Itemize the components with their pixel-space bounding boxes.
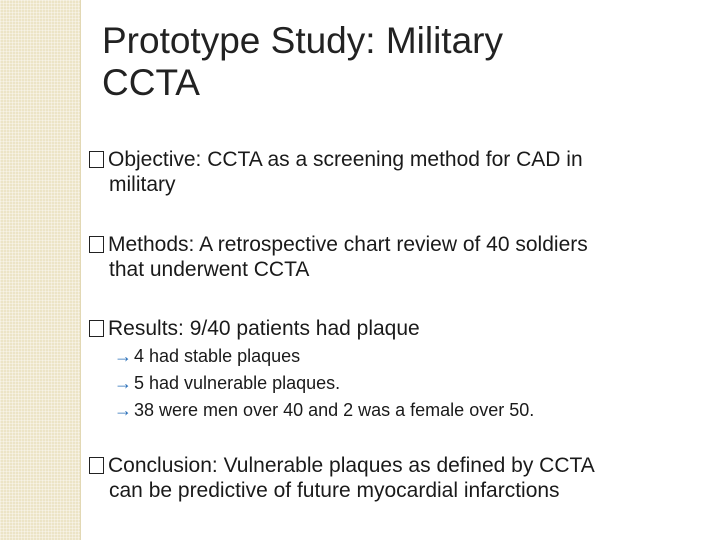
checkbox-bullet-icon bbox=[89, 151, 104, 168]
slide-title bbox=[102, 20, 662, 104]
objective-text: CCTA as a screening method for CAD in bbox=[201, 148, 583, 171]
objective-text-continued: military bbox=[109, 173, 176, 196]
checkbox-bullet-icon bbox=[89, 457, 104, 474]
sub-item-text: 5 had vulnerable plaques. bbox=[134, 373, 341, 393]
bullet-results bbox=[89, 316, 709, 341]
checkbox-bullet-icon bbox=[89, 320, 104, 337]
methods-text-continued: that underwent CCTA bbox=[109, 258, 310, 281]
methods-label: Methods: bbox=[108, 233, 195, 256]
bullet-conclusion bbox=[89, 453, 709, 503]
side-band-divider bbox=[80, 0, 81, 540]
conclusion-label: Conclusion: bbox=[108, 454, 218, 477]
results-text: 9/40 patients had plaque bbox=[183, 317, 420, 340]
conclusion-text-continued: can be predictive of future myocardial infarctions bbox=[109, 479, 560, 502]
slide-title-line-1: Prototype Study: Military bbox=[102, 20, 503, 61]
checkbox-bullet-icon bbox=[89, 236, 104, 253]
arrow-right-icon: → bbox=[114, 346, 132, 366]
results-sub-item-3 bbox=[114, 399, 534, 421]
results-label: Results: bbox=[108, 317, 184, 340]
results-sub-item-1 bbox=[114, 345, 300, 367]
decorative-side-band bbox=[0, 0, 80, 540]
results-sub-item-2 bbox=[114, 372, 340, 394]
bullet-methods bbox=[89, 232, 709, 282]
bullet-objective bbox=[89, 147, 709, 197]
slide-title-line-2: CCTA bbox=[102, 62, 200, 103]
arrow-right-icon: → bbox=[114, 400, 132, 420]
methods-text: A retrospective chart review of 40 soldiers bbox=[194, 233, 588, 256]
sub-item-text: 38 were men over 40 and 2 was a female over 50. bbox=[134, 400, 535, 420]
sub-item-text: 4 had stable plaques bbox=[134, 346, 301, 366]
objective-label: Objective: bbox=[108, 148, 202, 171]
arrow-right-icon: → bbox=[114, 373, 132, 393]
conclusion-text: Vulnerable plaques as defined by CCTA bbox=[217, 454, 595, 477]
